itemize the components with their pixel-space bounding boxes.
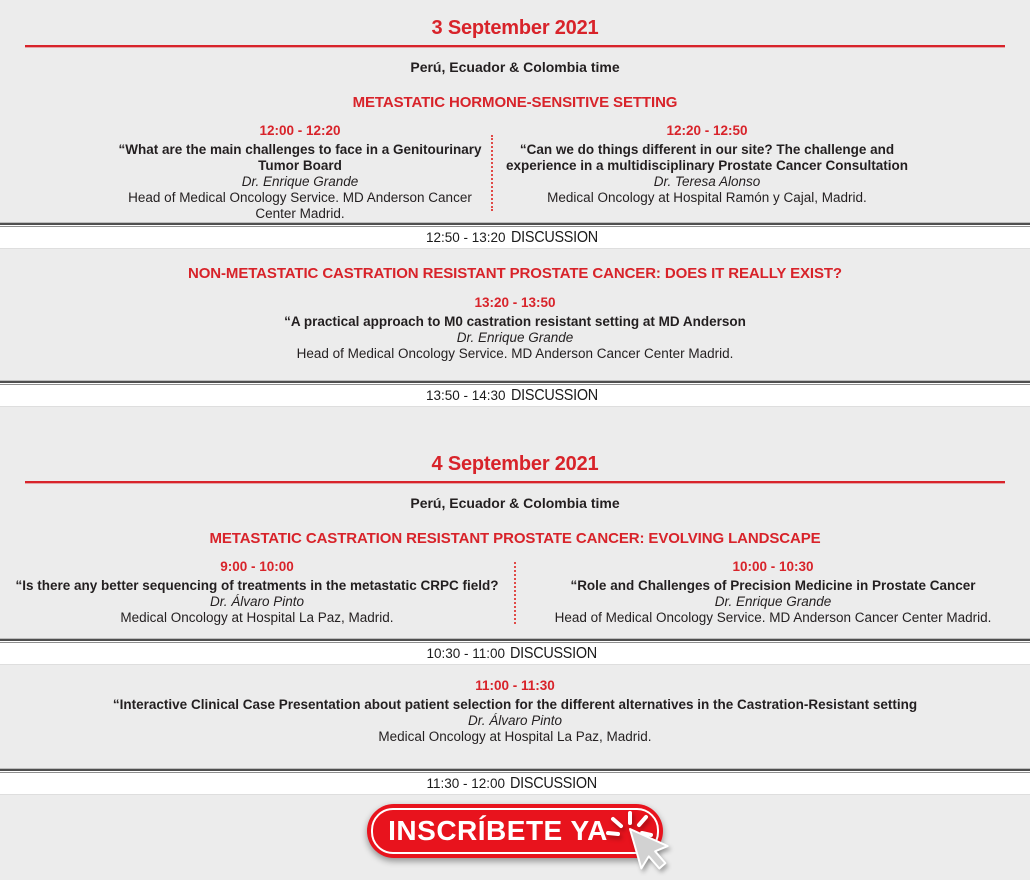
register-button-label: INSCRÍBETE YA (388, 815, 608, 846)
day-2-section (0, 453, 1030, 795)
session-card (0, 295, 1030, 362)
speaker-affiliation: Head of Medical Oncology Service. MD Anderson Cancer Center Madrid. (554, 610, 992, 625)
session-time: 12:00 - 12:20 (259, 123, 341, 138)
discussion-time: 12:50 - 13:20 (425, 230, 506, 245)
session-time: 11:00 - 11:30 (475, 678, 555, 693)
speaker-affiliation: Medical Oncology at Hospital La Paz, Madrid. (378, 729, 652, 744)
timezone-note: Perú, Ecuador & Colombia time (410, 59, 620, 75)
day-2-sessions-row (0, 559, 1030, 626)
session-time: 13:20 - 13:50 (474, 295, 556, 310)
speaker-name: Dr. Enrique Grande (456, 330, 574, 345)
session-card (0, 678, 1030, 745)
discussion-time: 13:50 - 14:30 (425, 388, 506, 403)
discussion-bar (0, 768, 1030, 795)
register-button[interactable] (367, 804, 663, 858)
session-title: “Interactive Clinical Case Presentation about patient selection for the different alternatives in the Castration-Resistant setting (112, 697, 918, 712)
topic-heading-nmcrpc: NON-METASTATIC CASTRATION RESISTANT PROSTATE CANCER: DOES IT REALLY EXIST? (188, 265, 842, 282)
day-1-date-title: 3 September 2021 (431, 17, 599, 39)
session-card (109, 123, 491, 222)
day-2-date-title: 4 September 2021 (431, 453, 599, 475)
topic-heading-mhss: METASTATIC HORMONE-SENSITIVE SETTING (352, 94, 678, 111)
day-1-section (0, 17, 1030, 407)
speaker-name: Dr. Enrique Grande (714, 594, 832, 609)
speaker-affiliation: Medical Oncology at Hospital La Paz, Madrid. (120, 610, 394, 625)
speaker-name: Dr. Teresa Alonso (653, 174, 761, 189)
session-title: “A practical approach to M0 castration resistant setting at MD Anderson (284, 314, 746, 329)
speaker-affiliation: Medical Oncology at Hospital Ramón y Cajal, Madrid. (547, 190, 867, 205)
session-title: “What are the main challenges to face in a Genitourinary Tumor Board (118, 142, 482, 173)
session-card (0, 559, 514, 626)
session-time: 10:00 - 10:30 (732, 559, 814, 574)
discussion-time: 11:30 - 12:00 (426, 776, 506, 791)
discussion-label: DISCUSSION (510, 644, 597, 662)
session-time: 12:20 - 12:50 (666, 123, 748, 138)
discussion-bar (0, 638, 1030, 665)
speaker-name: Dr. Enrique Grande (241, 174, 359, 189)
discussion-label: DISCUSSION (510, 386, 598, 404)
timezone-note: Perú, Ecuador & Colombia time (410, 495, 620, 511)
session-card (493, 123, 921, 206)
discussion-bar (0, 222, 1030, 249)
discussion-label: DISCUSSION (510, 228, 598, 246)
cta-area (367, 804, 663, 858)
discussion-time: 10:30 - 11:00 (426, 646, 506, 661)
discussion-label: DISCUSSION (510, 774, 597, 792)
speaker-name: Dr. Álvaro Pinto (467, 713, 563, 728)
session-card (516, 559, 1030, 626)
discussion-bar (0, 380, 1030, 407)
day-1-sessions-row (0, 123, 1030, 222)
topic-heading-mcrpc: METASTATIC CASTRATION RESISTANT PROSTATE CANCER: EVOLVING LANDSCAPE (209, 530, 821, 547)
speaker-affiliation: Head of Medical Oncology Service. MD Anderson Cancer Center Madrid. (296, 346, 734, 361)
session-title: “Role and Challenges of Precision Medicine in Prostate Cancer (570, 578, 976, 593)
red-divider-line (25, 481, 1005, 483)
session-title: “Can we do things different in our site? The challenge and experience in a multidisciplinary Prostate Cancer Consultation (505, 142, 909, 173)
red-divider-line (25, 45, 1005, 47)
session-time: 9:00 - 10:00 (220, 559, 294, 574)
speaker-name: Dr. Álvaro Pinto (209, 594, 305, 609)
speaker-affiliation: Head of Medical Oncology Service. MD Anderson Cancer Center Madrid. (128, 190, 472, 221)
session-title: “Is there any better sequencing of treatments in the metastatic CRPC field? (15, 578, 499, 593)
